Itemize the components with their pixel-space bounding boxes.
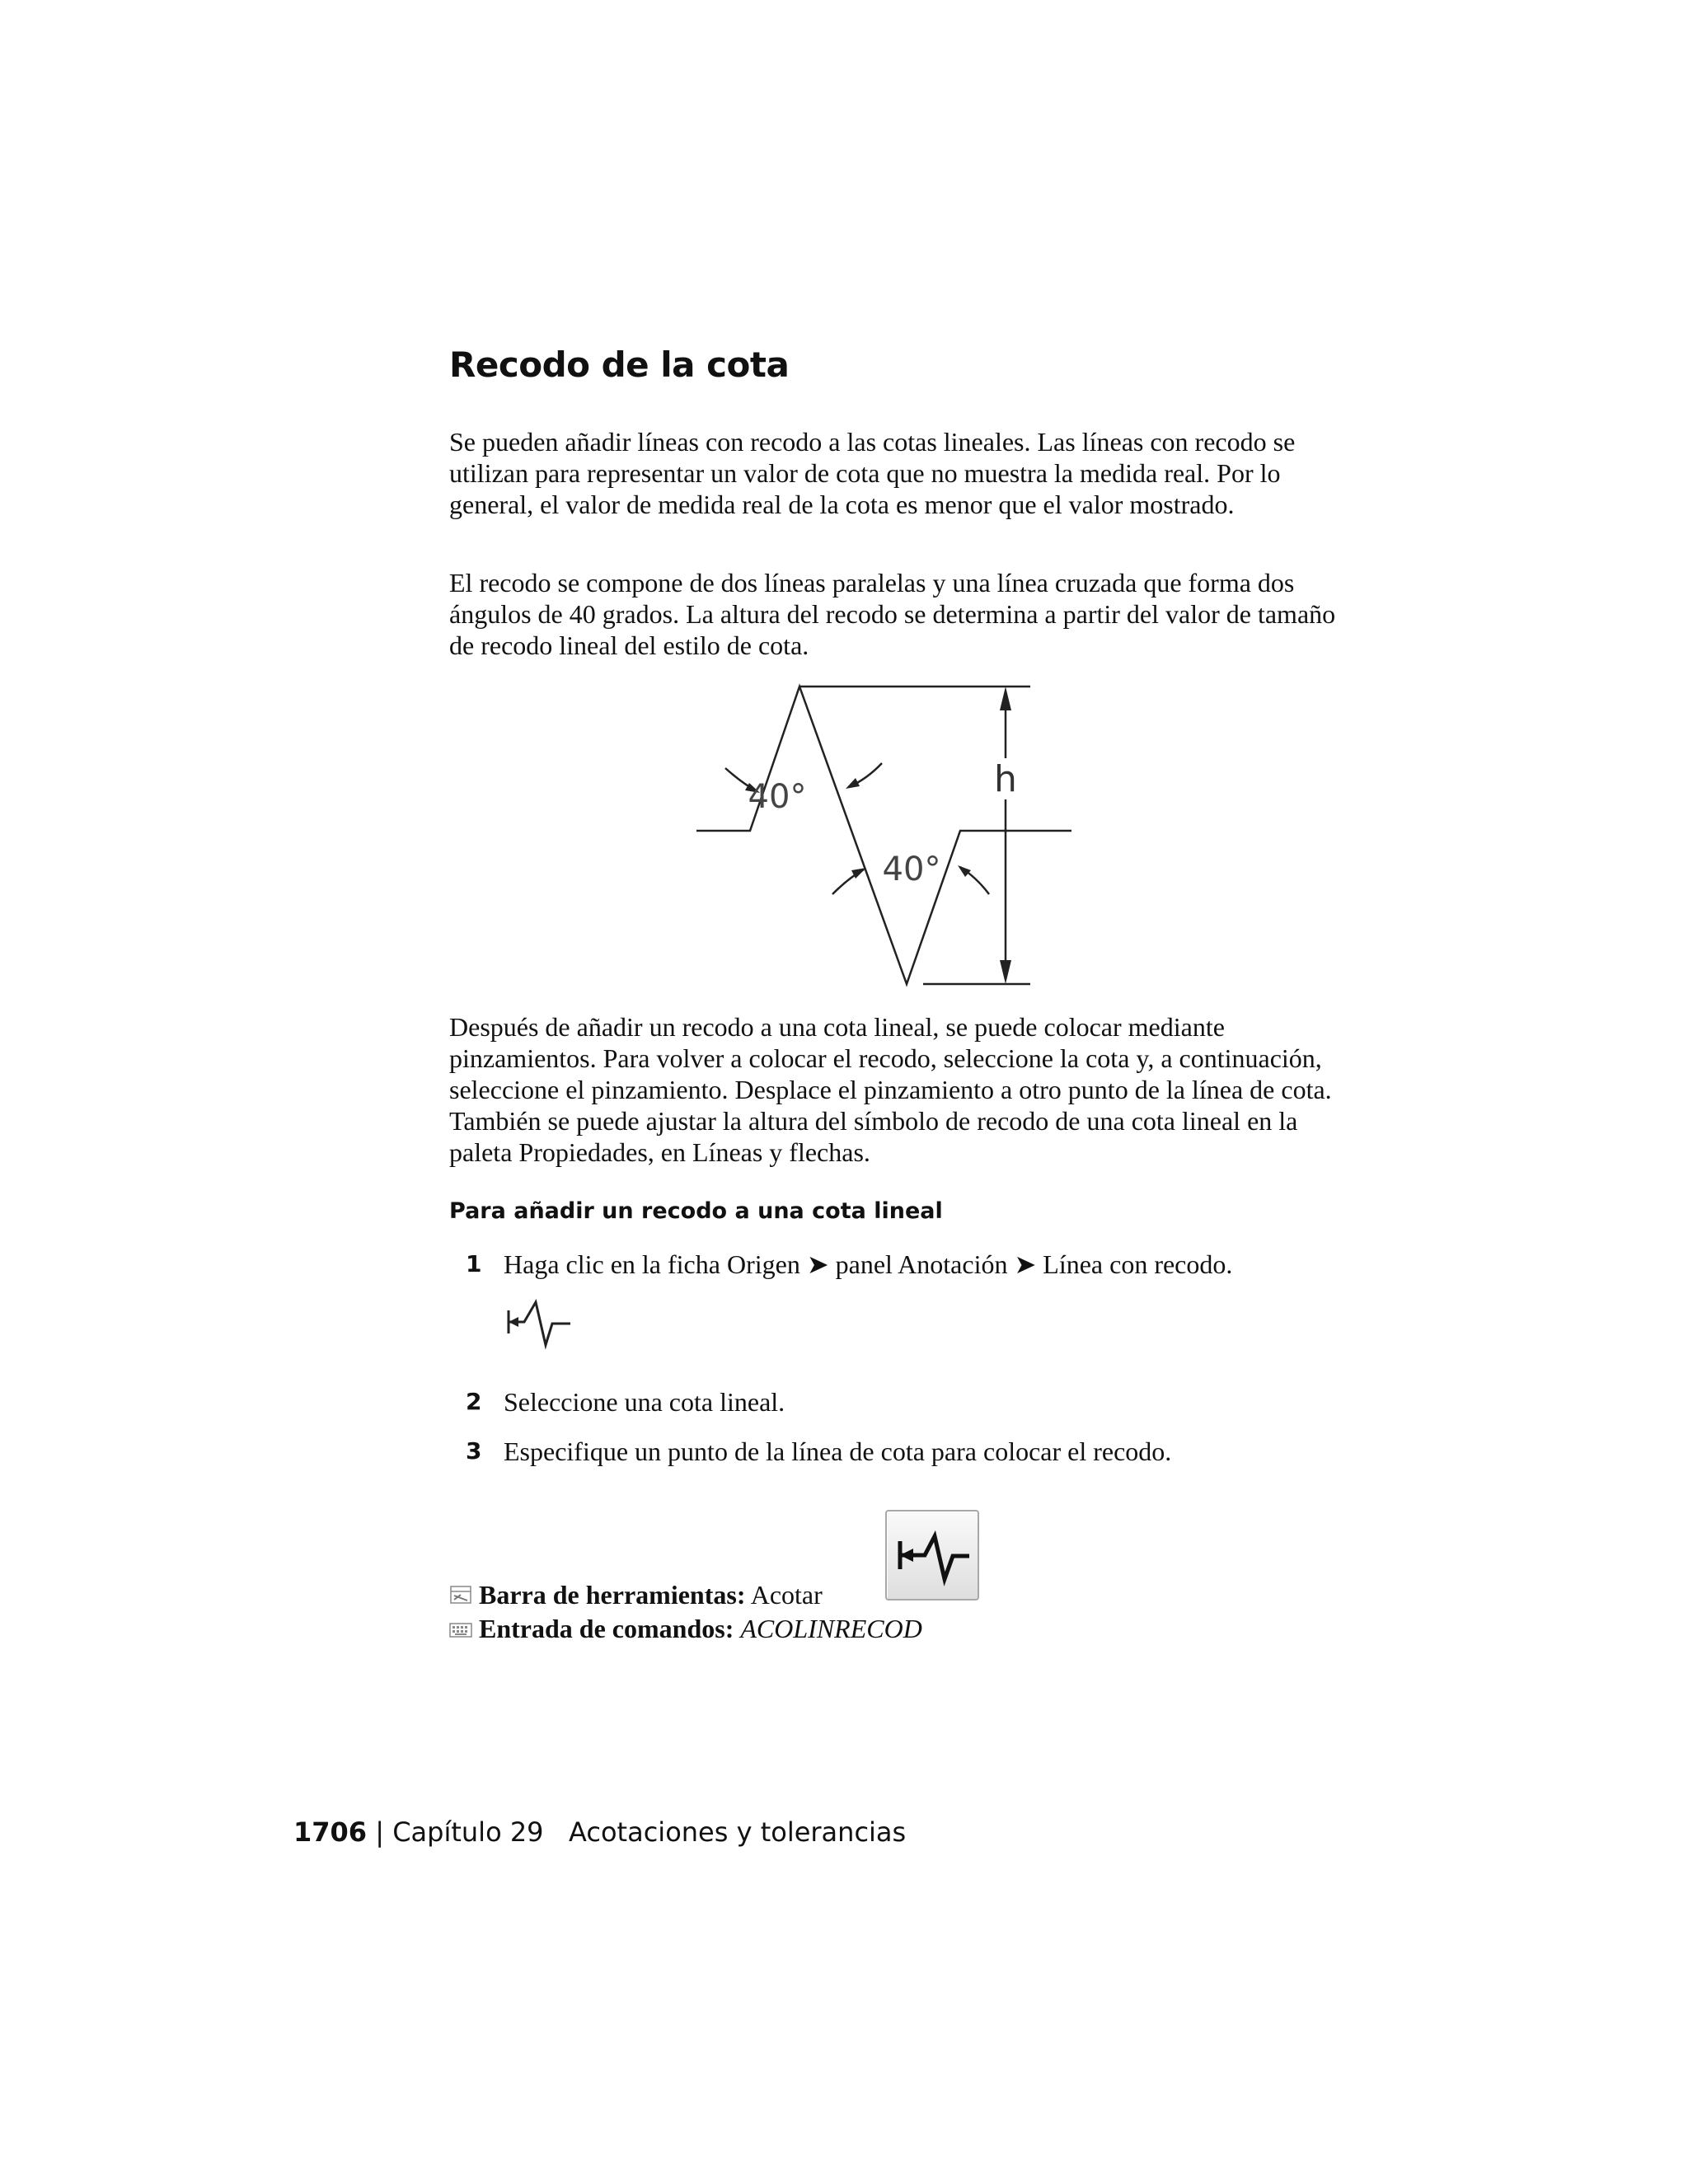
jogged-linear-icon (504, 1294, 574, 1355)
angle-label: 40° (882, 851, 941, 888)
footer-separator: | (375, 1816, 385, 1848)
procedure-title: Para añadir un recodo a una cota lineal (449, 1198, 943, 1224)
step-number: 3 (466, 1437, 482, 1465)
toolbar-access-line (449, 1579, 823, 1610)
step-number: 2 (466, 1388, 482, 1415)
command-label: Entrada de comandos: (479, 1614, 734, 1643)
step-number: 1 (466, 1250, 482, 1277)
paragraph-intro: Se pueden añadir líneas con recodo a las cotas lineales. Las líneas con recodo se utilizan para representar un valor de cota que no muestra la medida real. Por lo general, el valor de medida real de la cota es menor que el valor mostrado. (449, 427, 1296, 519)
kink-line (696, 687, 1071, 984)
toolbar-value: Acotar (750, 1580, 823, 1610)
page-title: Recodo de la cota (449, 344, 790, 385)
page-footer (293, 1815, 906, 1849)
chapter-title: Acotaciones y tolerancias (569, 1816, 907, 1848)
toolbar-icon (449, 1584, 472, 1605)
jogged-linear-icon (893, 1523, 973, 1589)
angle-label: 40° (748, 778, 807, 816)
keyboard-icon (449, 1621, 472, 1639)
step-text: Haga clic en la ficha Origen ➤ panel Anotación ➤ Línea con recodo. (504, 1249, 1233, 1279)
step-text: Especifique un punto de la línea de cota para colocar el recodo. (504, 1436, 1172, 1466)
command-value: ACOLINRECOD (740, 1614, 922, 1643)
command-access-line (449, 1613, 922, 1644)
jog-dimension-figure (692, 676, 1088, 997)
page-number: 1706 (293, 1816, 368, 1848)
paragraph-grips: Después de añadir un recodo a una cota lineal, se puede colocar mediante pinzamientos. Para volver a colocar el recodo, seleccione la cota y, a continuación, seleccione el pinzamiento. Desplace el pinzamiento a otro punto de la línea de cota. También se puede ajustar la altura del símbolo de recodo de una cota lineal en la paleta Propiedades, en Líneas y flechas. (449, 1012, 1332, 1167)
jogged-linear-toolbar-button[interactable] (885, 1510, 979, 1601)
chapter-label: Capítulo 29 (392, 1816, 544, 1848)
step-text: Seleccione una cota lineal. (504, 1387, 785, 1417)
height-label: h (994, 758, 1017, 800)
paragraph-description: El recodo se compone de dos líneas paralelas y una línea cruzada que forma dos ángulos de 40 grados. La altura del recodo se determina a partir del valor de tamaño de recodo lineal del estilo de cota. (449, 568, 1336, 660)
toolbar-label: Barra de herramientas: (479, 1580, 746, 1610)
